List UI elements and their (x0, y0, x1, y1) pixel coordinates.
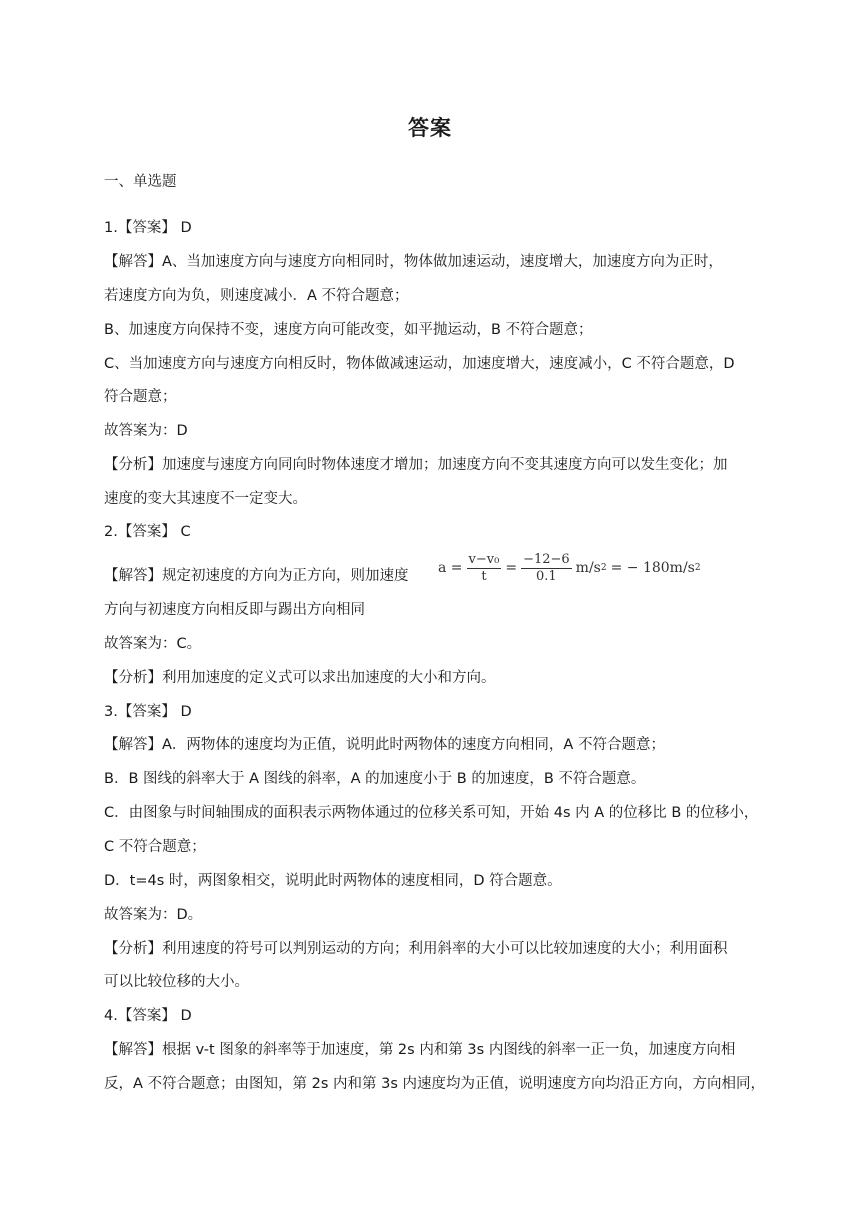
acceleration-formula (438, 550, 701, 586)
q4-answer: 4.【答案】 D (104, 1008, 192, 1024)
q2-answer: 2.【答案】 C (104, 524, 191, 540)
formula-denominator: t (481, 568, 487, 584)
q1-solution-line: 若速度方向为负，则速度减小．A 不符合题意； (104, 288, 409, 304)
formula-result: = − 180m/s (610, 560, 695, 576)
q3-analysis-line: 【分析】利用速度的符号可以判别运动的方向；利用斜率的大小可以比较加速度的大小；利用面积 (104, 941, 728, 957)
q3-solution-line: C．由图象与时间轴围成的面积表示两物体通过的位移关系可知，开始 4s 内 A 的位移比 B 的位移小， (104, 805, 759, 821)
q1-analysis-line: 【分析】加速度与速度方向同向时物体速度才增加；加速度方向不变其速度方向可以发生变化；加 (104, 457, 728, 473)
formula-equals: = (505, 560, 518, 576)
q1-solution-line: B、加速度方向保持不变，速度方向可能改变，如平抛运动，B 不符合题意； (104, 322, 593, 338)
section-heading: 一、单选题 (104, 174, 177, 190)
page-title: 答案 (408, 116, 452, 140)
formula-denominator: 0.1 (536, 568, 557, 584)
q3-answer: 3.【答案】 D (104, 704, 192, 720)
formula-fraction-1 (467, 552, 502, 585)
q1-final-answer: 故答案为：D (104, 423, 188, 439)
q1-analysis-line: 速度的变大其速度不一定变大。 (104, 491, 307, 507)
q1-solution-line: 符合题意； (104, 389, 177, 405)
q4-solution-line: 反，A 不符合题意；由图知，第 2s 内和第 3s 内速度均为正值，说明速度方向均沿正方向，方向相同， (104, 1076, 766, 1092)
formula-lhs: a = (438, 560, 463, 576)
q3-final-answer: 故答案为：D。 (104, 907, 203, 923)
q2-final-answer: 故答案为：C。 (104, 636, 202, 652)
formula-unit: m/s (575, 560, 601, 576)
q1-answer: 1.【答案】 D (104, 220, 192, 236)
q1-solution-line: C、当加速度方向与速度方向相反时，物体做减速运动，加速度增大，速度减小，C 不符合题意，D (104, 356, 735, 372)
q2-solution-line: 方向与初速度方向相反即与踢出方向相同 (104, 602, 365, 618)
formula-exponent: 2 (600, 563, 607, 573)
formula-exponent: 2 (694, 563, 701, 573)
q3-solution-line: D．t=4s 时，两图象相交，说明此时两物体的速度相同，D 符合题意。 (104, 873, 562, 889)
q3-solution-line: 【解答】A．两物体的速度均为正值，说明此时两物体的速度方向相同，A 不符合题意； (104, 737, 665, 753)
q1-solution-line: 【解答】A、当加速度方向与速度方向相同时，物体做加速运动，速度增大，加速度方向为正时， (104, 254, 723, 270)
formula-fraction-2 (521, 552, 572, 585)
q3-analysis-line: 可以比较位移的大小。 (104, 974, 249, 990)
q2-analysis-line: 【分析】利用加速度的定义式可以求出加速度的大小和方向。 (104, 670, 496, 686)
q3-solution-line: C 不符合题意； (104, 839, 206, 855)
formula-numerator: −12−6 (523, 551, 570, 567)
q2-solution-line: 【解答】规定初速度的方向为正方向，则加速度 (104, 568, 409, 584)
q3-solution-line: B．B 图线的斜率大于 A 图线的斜率，A 的加速度小于 B 的加速度，B 不符合题意。 (104, 771, 646, 787)
q4-solution-line: 【解答】根据 v-t 图象的斜率等于加速度，第 2s 内和第 3s 内图线的斜率一正一负，加速度方向相 (104, 1042, 736, 1058)
formula-numerator: v−v₀ (468, 551, 500, 567)
